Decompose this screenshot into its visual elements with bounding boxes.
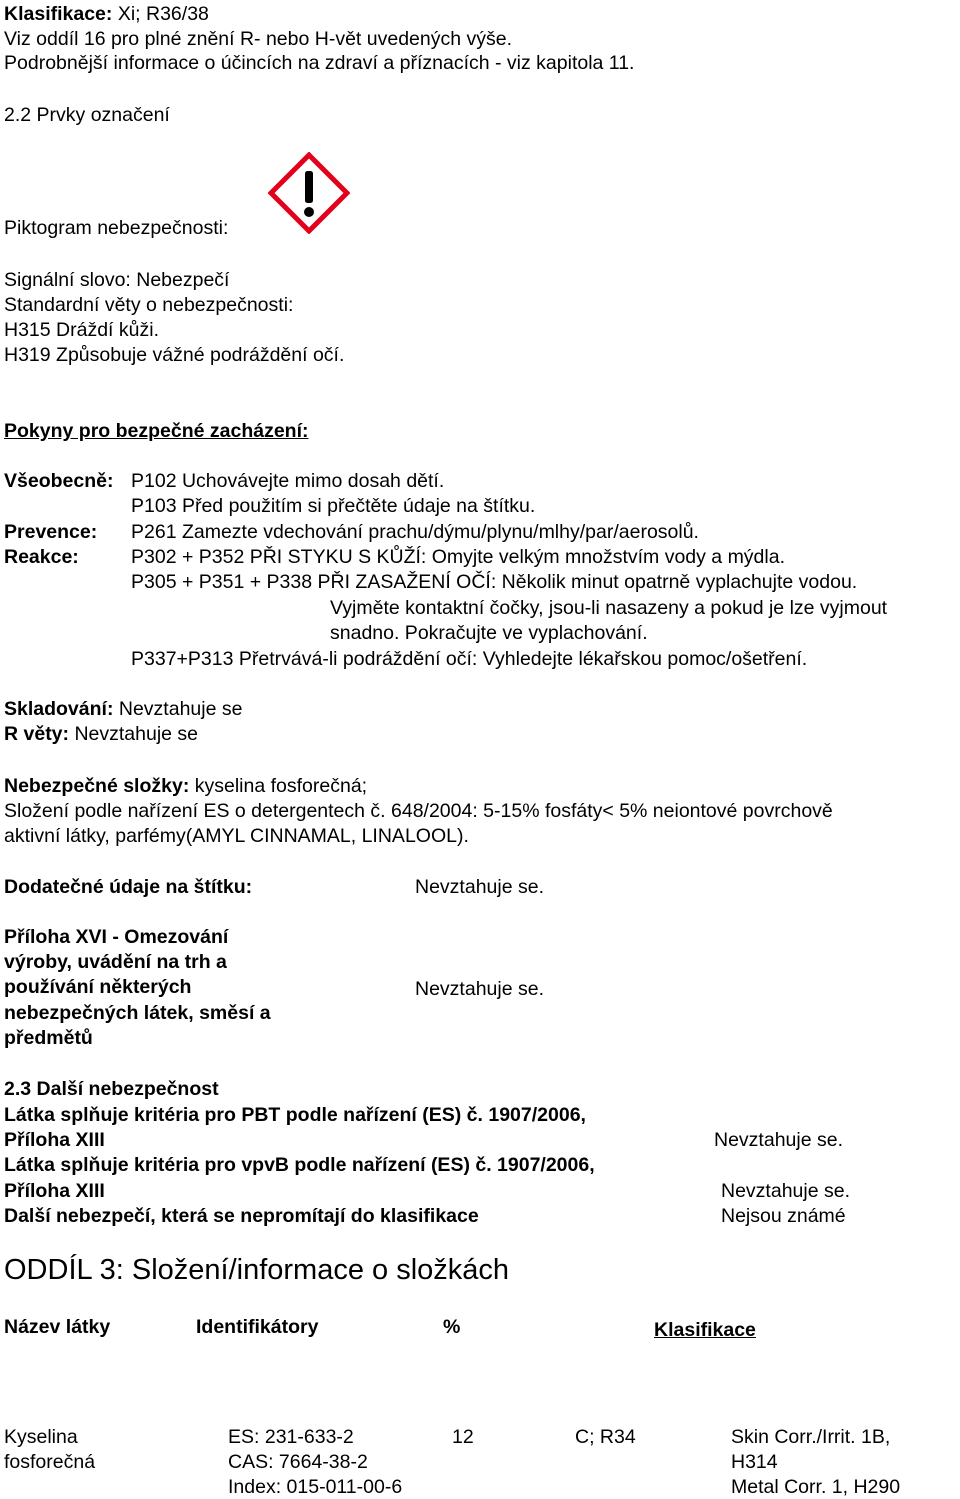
hazardous-components-value: kyselina fosforečná; [194, 775, 368, 797]
hazard-h319: H319 Způsobuje vážné podráždění očí. [4, 344, 345, 366]
substance-name-line-1: Kyselina [4, 1426, 78, 1448]
dsd-classification: C; R34 [575, 1426, 636, 1448]
hazard-h315: H315 Dráždí kůži. [4, 319, 159, 341]
other-hazards-value: Nejsou známé [721, 1205, 846, 1227]
additional-info-value: Nevztahuje se. [415, 876, 544, 898]
storage-value: Nevztahuje se [118, 698, 243, 720]
hazardous-components-line [4, 774, 367, 798]
precaution-p305-continued: Vyjměte kontaktní čočky, jsou-li nasazeny a pokud je lze vyjmout [330, 597, 888, 619]
other-hazards-label: Další nebezpečí, která se nepromítají do klasifikace [4, 1205, 479, 1227]
hazard-statements-title: Standardní věty o nebezpečnosti: [4, 294, 294, 316]
storage-label: Skladování: [4, 698, 114, 720]
signal-word: Signální slovo: Nebezpečí [4, 269, 230, 291]
pbt-criteria-line-2: Příloha XIII [4, 1129, 105, 1151]
annex-xvi-line-1: Příloha XVI - Omezování [4, 926, 229, 948]
precaution-p305: P305 + P351 + P338 PŘI ZASAŽENÍ OČÍ: Několik minut opatrně vyplachujte vodou. [131, 571, 858, 593]
additional-info-label: Dodatečné údaje na štítku: [4, 876, 253, 898]
precaution-p337: P337+P313 Přetrvává-li podráždění očí: Vyhledejte lékařskou pomoc/ošetření. [131, 648, 808, 670]
detergent-composition: Složení podle nařízení ES o detergentech č. 648/2004: 5-15% fosfáty< 5% neiontové povrchově [4, 800, 833, 822]
detergent-composition-continued: aktivní látky, parfémy(AMYL CINNAMAL, LINALOOL). [4, 825, 469, 847]
classification-note: Viz oddíl 16 pro plné znění R- nebo H-vět uvedených výše. [4, 28, 513, 50]
substance-name-line-2: fosforečná [4, 1451, 96, 1473]
column-header-substance-name: Název látky [4, 1316, 111, 1338]
annex-xvi-line-4: nebezpečných látek, směsí a [4, 1002, 271, 1024]
section-2-3-heading: 2.3 Další nebezpečnost [4, 1078, 219, 1100]
pbt-criteria-line-1: Látka splňuje kritéria pro PBT podle nařízení (ES) č. 1907/2006, [4, 1104, 586, 1126]
vpvb-criteria-line-2: Příloha XIII [4, 1180, 105, 1202]
r-phrases-label: R věty: [4, 723, 70, 745]
column-header-classification: Klasifikace [654, 1319, 756, 1341]
vpvb-criteria-line-1: Látka splňuje kritéria pro vpvB podle nařízení (ES) č. 1907/2006, [4, 1154, 595, 1176]
classification-label: Klasifikace: [4, 3, 113, 25]
identifier-cas: CAS: 7664-38-2 [228, 1451, 368, 1473]
identifier-es: ES: 231-633-2 [228, 1426, 354, 1448]
section-3-heading: ODDÍL 3: Složení/informace o složkách [4, 1254, 510, 1286]
classification-details-note: Podrobnější informace o účincích na zdraví a příznacích - viz kapitola 11. [4, 52, 635, 74]
r-phrases-value: Nevztahuje se [74, 723, 199, 745]
percent-value: 12 [452, 1426, 474, 1448]
identifier-index: Index: 015-011-00-6 [228, 1476, 403, 1498]
classification-line [4, 2, 209, 26]
precaution-p302: P302 + P352 PŘI STYKU S KŮŽÍ: Omyjte velkým množstvím vody a mýdla. [131, 546, 786, 568]
general-label: Všeobecně: [4, 470, 114, 492]
clp-classification-line-1: Skin Corr./Irrit. 1B, [731, 1426, 891, 1448]
storage-line [4, 697, 242, 721]
section-2-2-heading: 2.2 Prvky označení [4, 104, 170, 126]
precautions-heading: Pokyny pro bezpečné zacházení: [4, 420, 309, 442]
prevention-label: Prevence: [4, 521, 98, 543]
column-header-percent: % [443, 1316, 461, 1338]
classification-value: Xi; R36/38 [117, 3, 209, 25]
clp-classification-line-3: Metal Corr. 1, H290 [731, 1476, 901, 1498]
annex-xvi-line-3: používání některých [4, 976, 192, 998]
r-phrases-line [4, 722, 198, 746]
precaution-p261: P261 Zamezte vdechování prachu/dýmu/plynu/mlhy/par/aerosolů. [131, 521, 699, 543]
precaution-p103: P103 Před použitím si přečtěte údaje na štítku. [131, 495, 536, 517]
annex-xvi-line-2: výroby, uvádění na trh a [4, 951, 227, 973]
annex-xvi-line-5: předmětů [4, 1027, 93, 1049]
vpvb-criteria-value: Nevztahuje se. [721, 1180, 850, 1202]
precaution-p305-continued-2: snadno. Pokračujte ve vyplachování. [330, 622, 648, 644]
annex-xvi-value: Nevztahuje se. [415, 978, 544, 1000]
exclamation-mark-diamond-icon [268, 152, 350, 234]
pbt-criteria-value: Nevztahuje se. [714, 1129, 843, 1151]
column-header-identifiers: Identifikátory [196, 1316, 319, 1338]
precaution-p102: P102 Uchovávejte mimo dosah dětí. [131, 470, 445, 492]
clp-classification-line-2: H314 [731, 1451, 778, 1473]
pictogram-label: Piktogram nebezpečnosti: [4, 217, 229, 239]
reaction-label: Reakce: [4, 546, 79, 568]
hazardous-components-label: Nebezpečné složky: [4, 775, 190, 797]
